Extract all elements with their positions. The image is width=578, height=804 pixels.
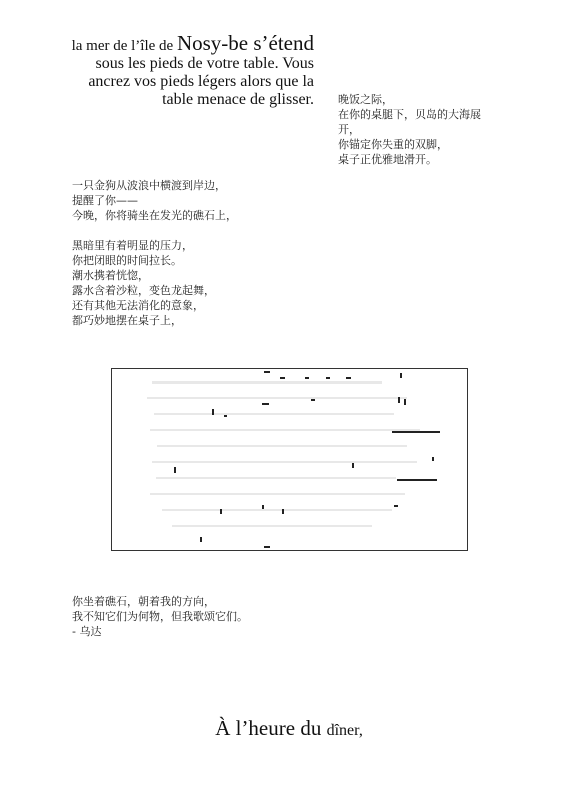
closing-line-main: À l’heure du <box>215 716 327 740</box>
french-intro-line: table menace de glisser. <box>162 91 314 108</box>
french-intro-stanza <box>18 31 314 109</box>
chinese-line: 潮水携着恍惚， <box>72 269 149 282</box>
chinese-line: 你把闭眼的时间拉长。 <box>72 254 182 267</box>
chinese-line: 今晚，你将骑坐在发光的礁石上， <box>72 209 237 222</box>
faded-image-frame <box>111 368 468 551</box>
faded-image-illustration <box>112 369 467 550</box>
chinese-line: 露水含着沙粒，变色龙起舞， <box>72 284 215 297</box>
stanza-gap <box>72 223 332 238</box>
chinese-closing-stanza <box>72 594 332 639</box>
french-intro-line: ancrez vos pieds légers alors que la <box>88 73 314 90</box>
chinese-line: 都巧妙地摆在桌子上， <box>72 314 182 327</box>
french-intro-first-line-emphasis: Nosy-be s’étend <box>176 31 314 55</box>
chinese-line: 我不知它们为何物，但我歌颂它们。 <box>72 610 248 623</box>
chinese-translation-right <box>338 92 528 167</box>
chinese-line: 黑暗里有着明显的压力， <box>72 239 193 252</box>
chinese-line: 桌子正优雅地滑开。 <box>338 153 437 166</box>
chinese-line: 还有其他无法消化的意象， <box>72 299 204 312</box>
chinese-line: 提醒了你—— <box>72 194 138 207</box>
closing-line <box>0 716 578 741</box>
french-intro-line: sous les pieds de votre table. Vous <box>95 55 314 72</box>
french-intro-first-line <box>18 31 314 55</box>
chinese-line: 一只金狗从波浪中横渡到岸边， <box>72 179 226 192</box>
closing-line-end: dîner, <box>326 722 363 739</box>
chinese-line: 在你的桌腿下，贝岛的大海展 <box>338 108 481 121</box>
chinese-poem-body <box>72 178 332 328</box>
chinese-line: 你锚定你失重的双脚， <box>338 138 448 151</box>
signature: - 乌达 <box>72 625 102 638</box>
chinese-line: 你坐着礁石，朝着我的方向， <box>72 595 215 608</box>
french-intro-first-line-start: la mer de l’île de <box>71 38 177 54</box>
chinese-line: 晚饭之际， <box>338 93 393 106</box>
chinese-line: 开， <box>338 123 360 136</box>
